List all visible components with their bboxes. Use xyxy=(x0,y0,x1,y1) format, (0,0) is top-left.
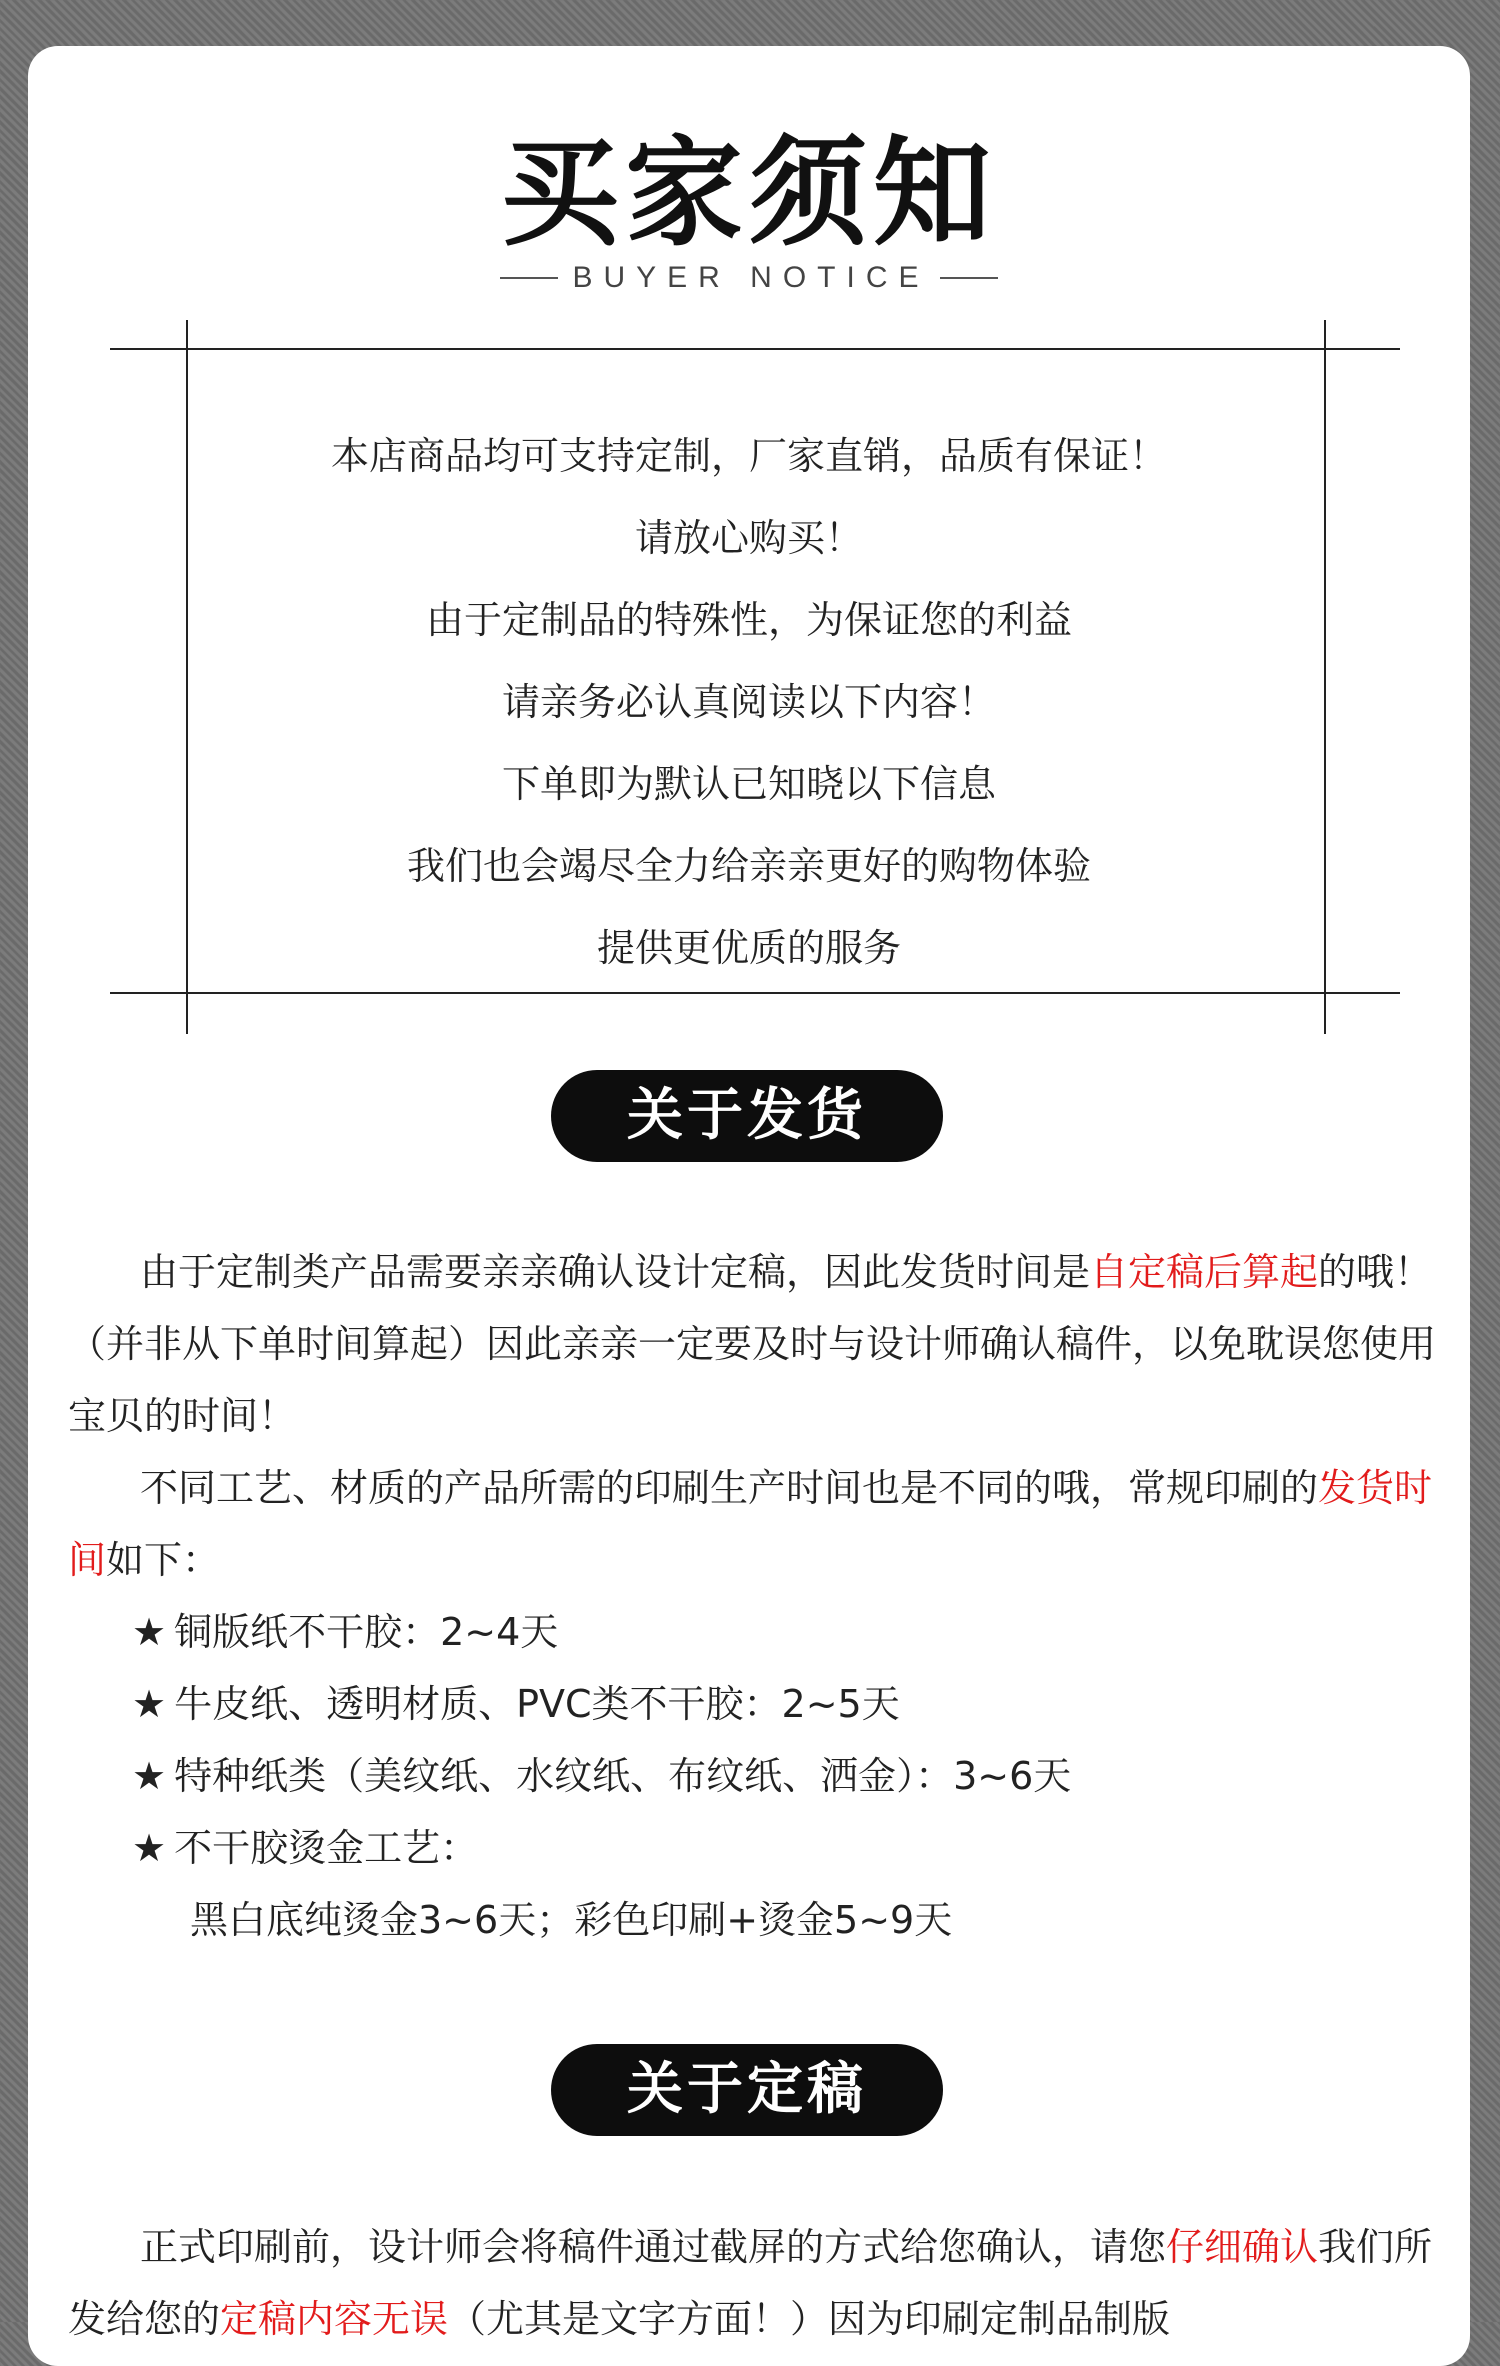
draft-text: （尤其是文字方面！）因为印刷定制品制版 xyxy=(448,2297,1171,2341)
shipping-highlight: 发货时间 xyxy=(68,1466,1433,1582)
list-item xyxy=(68,1596,1468,1668)
draft-paragraph-1 xyxy=(68,2211,1468,2355)
list-item xyxy=(68,1668,1468,1740)
shipping-heading: 关于发货 xyxy=(551,1070,943,1162)
list-item xyxy=(68,1812,1468,1884)
draft-heading: 关于定稿 xyxy=(551,2044,943,2136)
shipping-paragraph-1 xyxy=(68,1236,1468,1452)
subtitle-left-rule xyxy=(500,277,558,279)
notice-line: 本店商品均可支持定制，厂家直销，品质有保证！ xyxy=(330,434,1167,478)
shipping-text: 如下： xyxy=(106,1538,221,1582)
draft-text: 正式印刷前，设计师会将稿件通过截屏的方式给您确认，请您 xyxy=(140,2225,1167,2269)
list-item xyxy=(68,1740,1468,1812)
list-item-text: 铜版纸不干胶：2~4天 xyxy=(174,1610,559,1654)
shipping-paragraph-2 xyxy=(68,1452,1468,1596)
frame-right-line xyxy=(1324,320,1326,1034)
notice-card xyxy=(28,46,1470,2366)
star-icon: ★ xyxy=(132,1826,167,1870)
list-item-text: 牛皮纸、透明材质、PVC类不干胶：2~5天 xyxy=(174,1682,900,1726)
notice-line: 我们也会竭尽全力给亲亲更好的购物体验 xyxy=(406,844,1091,888)
notice-text xyxy=(188,415,1310,989)
notice-line: 由于定制品的特殊性，为保证您的利益 xyxy=(425,598,1072,642)
shipping-highlight: 自定稿后算起 xyxy=(1090,1250,1319,1294)
star-icon: ★ xyxy=(132,1682,167,1726)
notice-line: 请放心购买！ xyxy=(634,516,863,560)
shipping-text: 的哦！（并非从下单时间算起）因此亲亲一定要及时与设计师确认稿件，以免耽误您使用宝贝的时间！ xyxy=(68,1250,1437,1438)
draft-text: 我们所发给您的 xyxy=(68,2225,1433,2341)
star-icon: ★ xyxy=(132,1610,167,1654)
list-item-text: 特种纸类（美纹纸、水纹纸、布纹纸、洒金）：3~6天 xyxy=(174,1754,1072,1798)
shipping-text: 由于定制类产品需要亲亲确认设计定稿，因此发货时间是 xyxy=(140,1250,1091,1294)
draft-section xyxy=(68,2211,1468,2355)
notice-line: 请亲务必认真阅读以下内容！ xyxy=(501,680,996,724)
frame-top-line xyxy=(110,348,1400,350)
draft-highlight: 定稿内容无误 xyxy=(220,2297,449,2341)
star-icon: ★ xyxy=(132,1754,167,1798)
notice-line: 提供更优质的服务 xyxy=(596,926,901,970)
frame-bottom-line xyxy=(110,992,1400,994)
shipping-section xyxy=(68,1236,1468,1956)
list-item-text: 不干胶烫金工艺： xyxy=(174,1826,479,1870)
page-subtitle: BUYER NOTICE xyxy=(572,261,930,294)
shipping-text: 不同工艺、材质的产品所需的印刷生产时间也是不同的哦，常规印刷的 xyxy=(140,1466,1319,1510)
draft-highlight: 仔细确认 xyxy=(1166,2225,1319,2269)
notice-line: 下单即为默认已知晓以下信息 xyxy=(501,762,996,806)
page-title: 买家须知 xyxy=(500,124,997,262)
subtitle-right-rule xyxy=(940,277,998,279)
list-sub-item: 黑白底纯烫金3~6天；彩色印刷+烫金5~9天 xyxy=(190,1898,953,1942)
subtitle-row xyxy=(28,258,1470,298)
